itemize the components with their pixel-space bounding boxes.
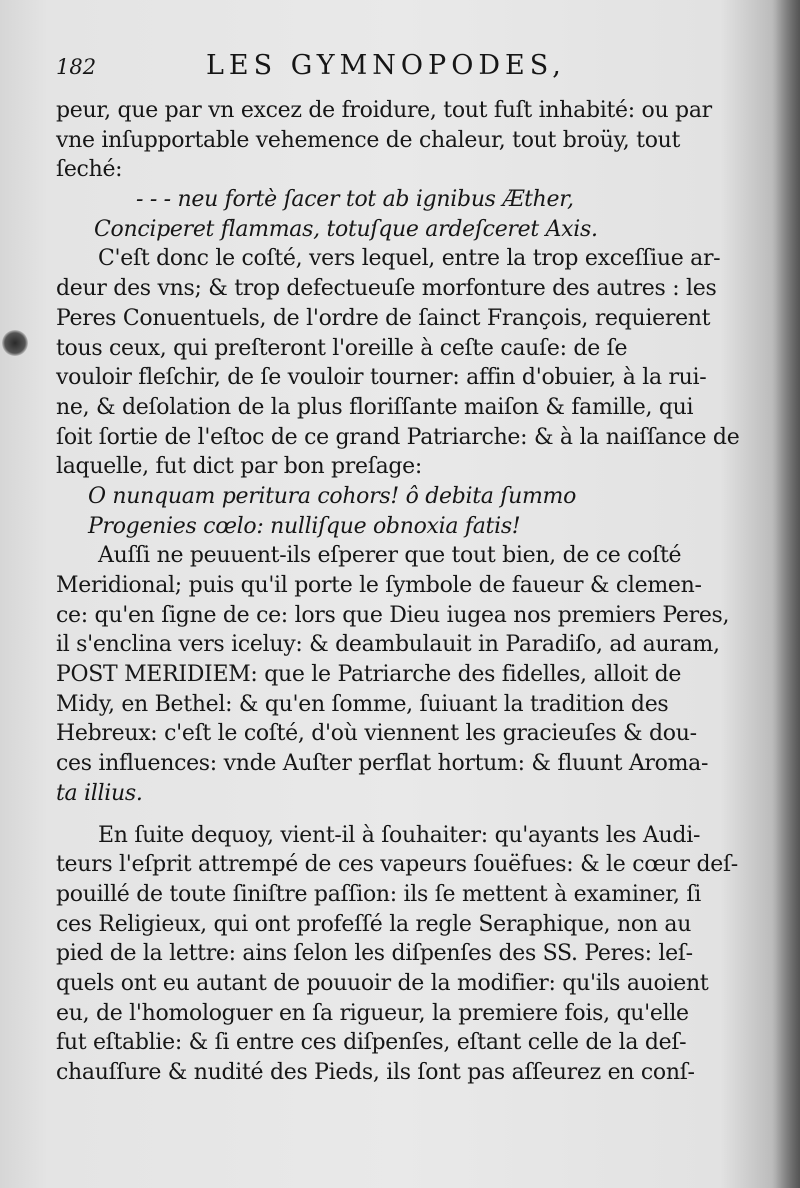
text-block <box>56 50 740 1088</box>
text-line: chauſſure & nudité des Pieds, ils ſont pas aſſeurez en conſ- <box>56 1060 695 1085</box>
text-line: fut eſtablie: & ſi entre ces diſpenſes, eſtant celle de la deſ- <box>56 1030 687 1056</box>
text-line: Hebreux: c'eſt le coſté, d'où viennent les gracieuſes & dou- <box>56 721 697 747</box>
paragraph-gap <box>56 809 696 821</box>
binding-hole <box>2 330 28 356</box>
text-line: Midy, en Bethel: & qu'en ſomme, ſuiuant la tradition des <box>56 691 669 717</box>
text-line: ne, & deſolation de la plus floriſſante maiſon & famille, qui <box>56 394 694 420</box>
page-edge-shadow <box>772 0 800 1188</box>
text-line: C'eſt donc le coſté, vers lequel, entre la trop exceſſiue ar- <box>98 246 721 272</box>
text-line: POST MERIDIEM: que le Patriarche des fidelles, alloit de <box>56 662 682 688</box>
text-line: vne inſupportable vehemence de chaleur, tout broüy, tout <box>56 127 681 153</box>
text-line: quels ont eu autant de pouuoir de la modifier: qu'ils auoient <box>56 970 709 996</box>
text-line: il s'enclina vers iceluy: & deambulauit in Paradiſo, ad auram, <box>56 632 720 658</box>
text-line: Meridional; puis qu'il porte le ſymbole de faueur & clemen- <box>56 573 702 598</box>
text-line: ta illius. <box>56 780 143 806</box>
text-line: ces influences: vnde Auſter perflat hortum: & fluunt Aroma- <box>56 751 709 777</box>
text-line: eu, de l'homologuer en ſa rigueur, la premiere fois, qu'elle <box>56 1000 689 1026</box>
text-line: laquelle, fut dict par bon preſage: <box>56 454 423 480</box>
text-line: Auſſi ne peuuent-ils eſperer que tout bien, de ce coſté <box>98 543 682 569</box>
text-line: ſoit ſortie de l'eſtoc de ce grand Patriarche: & à la naiſſance de <box>56 424 740 450</box>
text-line: pied de la lettre: ains ſelon les diſpenſes des SS. Peres: leſ- <box>56 941 693 967</box>
text-line: deur des vns; & trop defectueuſe morfonture des autres : les <box>56 276 717 302</box>
text-line: ces Religieux, qui ont profeſſé la regle Seraphique, non au <box>56 911 692 937</box>
text-line: teurs l'eſprit attrempé de ces vapeurs ſouëfues: & le cœur deſ- <box>56 852 738 878</box>
text-line: pouillé de toute ſiniſtre paſſion: ils ſe mettent à examiner, ſi <box>56 881 701 907</box>
verse-line: Conciperet flammas, totuſque ardeſceret Axis. <box>94 216 598 242</box>
verse-line: O nunquam peritura cohors! ô debita ſummo <box>88 483 577 509</box>
page-number: 182 <box>56 55 97 79</box>
running-title: LES GYMNOPODES, <box>206 50 566 81</box>
text-line: En ſuite dequoy, vient-il à ſouhaiter: qu'ayants les Audi- <box>98 822 701 848</box>
text-line: ce: qu'en ſigne de ce: lors que Dieu iugea nos premiers Peres, <box>56 602 730 628</box>
verse-line: Progenies cœlo: nulliſque obnoxia fatis! <box>88 513 521 539</box>
text-line: Peres Conuentuels, de l'ordre de ſainct François, requierent <box>56 305 711 331</box>
page-header <box>56 50 696 96</box>
text-line: vouloir fleſchir, de ſe vouloir tourner: affin d'obuier, à la rui- <box>56 365 707 391</box>
text-line: ſeché: <box>56 157 123 183</box>
text-line: peur, que par vn excez de froidure, tout fuſt inhabité: ou par <box>56 98 712 123</box>
verse-line: - - - neu fortè ſacer tot ab ignibus Æther, <box>136 187 574 213</box>
text-line: tous ceux, qui preſteront l'oreille à ceſte cauſe: de ſe <box>56 335 628 361</box>
